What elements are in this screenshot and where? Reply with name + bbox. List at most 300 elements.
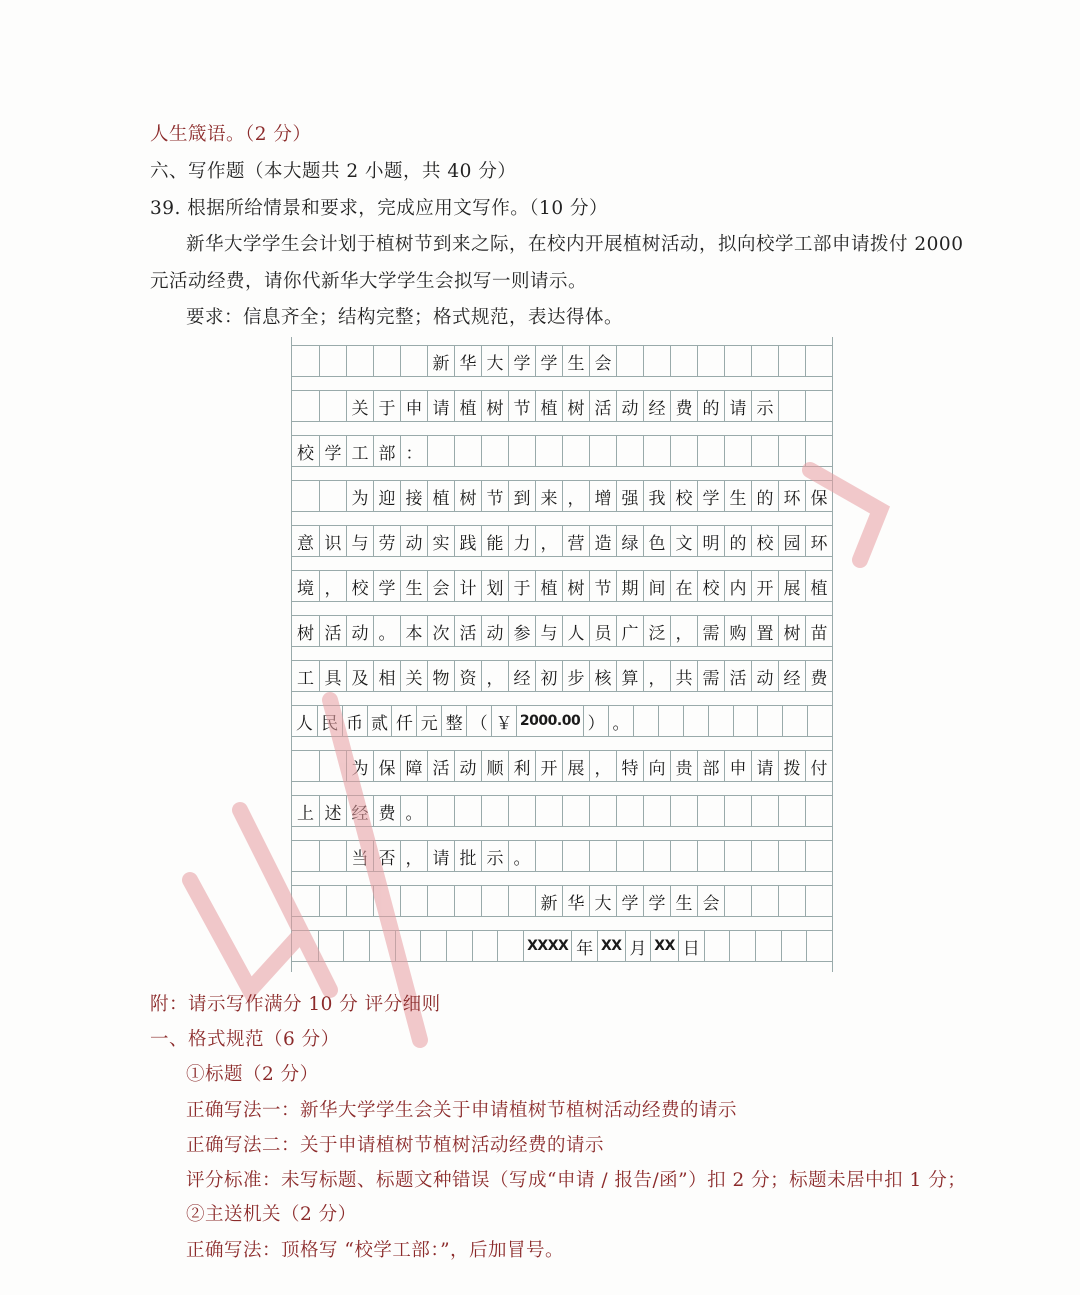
grid-cell: 工 [346,436,373,466]
grid-cell: 。 [608,706,633,736]
grid-cell: 否 [373,841,400,871]
grid-cell [670,436,697,466]
grid-cell: 利 [508,751,535,781]
grid-cell: 活 [427,751,454,781]
grid-cell: 相 [373,661,400,691]
grid-cell [319,391,346,421]
grid-cell: 批 [454,841,481,871]
grid-cell: 部 [373,436,400,466]
grid-cell: 保 [805,481,832,511]
grid-cell: 苗 [805,616,832,646]
grid-cell: 动 [616,391,643,421]
answer-grid [291,337,833,972]
grid-cell [481,796,508,826]
grid-cell [472,931,498,961]
grid-cell [497,931,523,961]
grid-cell [589,436,616,466]
grid-cell [807,706,832,736]
grid-cell [454,796,481,826]
grid-cell: 部 [697,751,724,781]
grid-cell: 仟 [391,706,416,736]
grid-cell: 元 [416,706,441,736]
grid-cell: ￥ [491,706,516,736]
grid-cell [292,346,319,376]
grid-cell: 力 [508,526,535,556]
grid-cell: 在 [670,571,697,601]
rubric-item-1: ①标题（2 分） [186,1064,319,1085]
grid-cell: 初 [535,661,562,691]
grid-cell: 币 [342,706,367,736]
grid-cell: 植 [535,391,562,421]
grid-cell: 学 [319,436,346,466]
grid-cell [616,436,643,466]
grid-cell: 新 [535,886,562,916]
grid-cell: 向 [643,751,670,781]
requirements: 要求：信息齐全；结构完整；格式规范，表达得体。 [186,307,624,328]
grid-cell: 拨 [778,751,805,781]
grid-cell: 年 [571,931,597,961]
grid-cell: 资 [454,661,481,691]
grid-cell: 日 [678,931,704,961]
grid-row [292,660,832,692]
grid-cell: 费 [670,391,697,421]
grid-cell: 树 [562,571,589,601]
grid-cell: 步 [562,661,589,691]
grid-cell [670,346,697,376]
grid-cell: 校 [697,571,724,601]
grid-cell [535,436,562,466]
grid-cell: 植 [427,481,454,511]
grid-cell: 示 [481,841,508,871]
grid-cell: 大 [481,346,508,376]
grid-cell: 请 [427,841,454,871]
grid-cell: 展 [778,571,805,601]
grid-cell: 员 [589,616,616,646]
grid-cell [616,796,643,826]
grid-cell: 树 [778,616,805,646]
grid-cell: 保 [373,751,400,781]
grid-cell [373,886,400,916]
grid-cell: 校 [751,526,778,556]
grid-cell: 费 [373,796,400,826]
grid-cell: XXXX [523,931,571,961]
grid-cell: 申 [724,751,751,781]
grid-cell: 植 [535,571,562,601]
grid-cell [778,391,805,421]
grid-cell: 到 [508,481,535,511]
grid-row [292,390,832,422]
grid-cell: ， [562,481,589,511]
grid-cell: 具 [319,661,346,691]
grid-cell: 造 [589,526,616,556]
grid-cell: 物 [427,661,454,691]
grid-cell: 实 [427,526,454,556]
grid-cell: 新 [427,346,454,376]
grid-row [292,795,832,827]
section-six-heading: 六、写作题（本大题共 2 小题，共 40 分） [150,161,517,182]
grid-row [292,435,832,467]
grid-cell: 工 [297,668,314,689]
grid-cell: 活 [724,661,751,691]
grid-cell: 学 [643,886,670,916]
grid-cell [292,886,319,916]
grid-cell: 明 [697,526,724,556]
grid-cell: 贵 [670,751,697,781]
grid-cell: 绿 [616,526,643,556]
grid-cell: 动 [481,616,508,646]
grid-cell [697,796,724,826]
grid-cell: 来 [535,481,562,511]
grid-cell [373,346,400,376]
grid-row [292,750,832,782]
grid-cell: 环 [805,526,832,556]
grid-cell [562,841,589,871]
grid-cell: ， [535,526,562,556]
grid-cell: 节 [481,481,508,511]
grid-cell [481,436,508,466]
grid-cell: 树 [562,391,589,421]
grid-cell: 间 [643,571,670,601]
grid-cell: 共 [670,661,697,691]
grid-cell [292,391,319,421]
grid-cell [643,841,670,871]
grid-cell: ， [319,571,346,601]
grid-cell: 动 [454,751,481,781]
grid-cell [427,436,454,466]
grid-cell: 。 [373,616,400,646]
grid-cell: 本 [400,616,427,646]
grid-cell [778,886,805,916]
grid-cell [292,841,319,871]
grid-cell: 障 [400,751,427,781]
grid-cell [535,841,562,871]
grid-cell: 大 [589,886,616,916]
grid-cell [729,931,755,961]
grid-cell: 经 [643,391,670,421]
grid-cell: 营 [562,526,589,556]
grid-row [292,345,832,377]
grid-cell: 树 [297,623,314,644]
grid-cell: 校 [670,481,697,511]
watermark-stroke-1 [190,880,300,990]
grid-cell: 学 [697,481,724,511]
grid-cell [400,886,427,916]
grid-cell [562,796,589,826]
grid-cell [562,436,589,466]
grid-cell [454,886,481,916]
grid-cell: ， [400,841,427,871]
grid-cell: 园 [778,526,805,556]
grid-cell: 生 [724,481,751,511]
grid-cell [781,931,807,961]
rubric-item-1-way-1: 正确写法一：新华大学学生会关于申请植树节植树活动经费的请示 [186,1100,738,1121]
grid-cell [670,796,697,826]
grid-cell [319,751,346,781]
grid-cell [806,931,832,961]
grid-cell: 费 [805,661,832,691]
grid-cell: 述 [319,796,346,826]
grid-cell: 生 [562,346,589,376]
grid-cell [805,346,832,376]
grid-cell [733,706,758,736]
grid-cell [751,886,778,916]
grid-cell: 会 [697,886,724,916]
grid-cell [319,346,346,376]
grid-cell: 为 [346,751,373,781]
grid-cell [292,751,319,781]
grid-cell [346,886,373,916]
grid-cell [643,346,670,376]
grid-cell: 活 [454,616,481,646]
grid-cell [481,886,508,916]
grid-cell [724,436,751,466]
grid-cell [805,436,832,466]
grid-cell [724,346,751,376]
grid-cell: 请 [724,391,751,421]
grid-cell: 华 [562,886,589,916]
grid-cell [724,841,751,871]
grid-cell: 置 [751,616,778,646]
grid-cell: 意 [297,533,314,554]
grid-cell: 强 [616,481,643,511]
grid-row [292,615,832,647]
grid-cell: 计 [454,571,481,601]
grid-cell: 及 [346,661,373,691]
grid-cell [427,796,454,826]
grid-cell: 示 [751,391,778,421]
grid-cell [643,796,670,826]
grid-cell: 学 [616,886,643,916]
grid-cell: 人 [562,616,589,646]
grid-cell: 于 [373,391,400,421]
grid-cell: 增 [589,481,616,511]
grid-cell: 特 [616,751,643,781]
grid-cell: XX [597,931,625,961]
grid-cell: 划 [481,571,508,601]
grid-cell [446,931,472,961]
grid-cell: 树 [481,391,508,421]
grid-cell [508,886,535,916]
grid-cell [319,481,346,511]
grid-cell: XX [650,931,678,961]
grid-cell [683,706,708,736]
grid-cell [697,346,724,376]
grid-cell: 践 [454,526,481,556]
grid-cell [658,706,683,736]
grid-cell: 贰 [367,706,392,736]
grid-cell: 动 [400,526,427,556]
grid-cell [319,841,346,871]
grid-cell: 能 [481,526,508,556]
grid-cell [708,706,733,736]
grid-cell [805,391,832,421]
grid-cell: 核 [589,661,616,691]
grid-cell [395,931,421,961]
grid-cell: 与 [346,526,373,556]
grid-cell: 顺 [481,751,508,781]
grid-cell: 与 [535,616,562,646]
grid-cell: 购 [724,616,751,646]
grid-cell [755,931,781,961]
grid-cell [751,841,778,871]
grid-cell: 经 [346,796,373,826]
grid-cell [778,346,805,376]
grid-row [292,525,832,557]
grid-cell: 动 [751,661,778,691]
grid-cell: 人 [295,713,313,734]
grid-cell: 经 [778,661,805,691]
grid-cell [616,841,643,871]
grid-cell: 文 [670,526,697,556]
grid-cell: 环 [778,481,805,511]
grid-cell [697,436,724,466]
grid-cell [778,436,805,466]
grid-row [292,705,832,737]
grid-cell [616,346,643,376]
rubric-title: 附：请示写作满分 10 分 评分细则 [150,994,441,1015]
grid-cell [724,796,751,826]
grid-cell: 校 [297,443,314,464]
grid-cell: 开 [751,571,778,601]
grid-cell [778,841,805,871]
grid-cell: 华 [454,346,481,376]
grid-cell [805,841,832,871]
scenario-line-2: 元活动经费，请你代新华大学学生会拟写一则请示。 [150,271,588,292]
grid-cell: 植 [805,571,832,601]
header-line-1: 人生箴语。（2 分） [150,124,312,145]
grid-cell: ， [670,616,697,646]
grid-row [292,840,832,872]
grid-cell: ， [481,661,508,691]
grid-cell: 接 [400,481,427,511]
grid-cell: 关 [346,391,373,421]
grid-cell: 会 [427,571,454,601]
grid-cell: 申 [400,391,427,421]
grid-cell [318,931,344,961]
grid-cell: 境 [297,578,314,599]
grid-cell: 次 [427,616,454,646]
grid-cell: 会 [589,346,616,376]
grid-cell [805,796,832,826]
grid-cell [508,796,535,826]
grid-cell [319,886,346,916]
grid-cell: 植 [454,391,481,421]
grid-cell: 生 [400,571,427,601]
grid-cell: 请 [427,391,454,421]
grid-cell: 期 [616,571,643,601]
grid-cell: 需 [697,661,724,691]
grid-cell: 我 [643,481,670,511]
grid-cell: 。 [400,796,427,826]
scenario-line-1: 新华大学学生会计划于植树节到来之际，在校内开展植树活动，拟向校学工部申请拨付 2000 [186,234,964,255]
grid-cell: 劳 [373,526,400,556]
grid-cell [751,796,778,826]
grid-row [292,885,832,917]
grid-cell: 的 [697,391,724,421]
grid-cell [697,841,724,871]
grid-cell: 为 [346,481,373,511]
grid-cell [292,931,318,961]
grid-cell: （ [466,706,491,736]
grid-cell [782,706,807,736]
grid-cell: 色 [643,526,670,556]
grid-cell [633,706,658,736]
grid-cell: 当 [346,841,373,871]
grid-cell [454,436,481,466]
grid-cell: 迎 [373,481,400,511]
grid-cell: 民 [317,706,342,736]
grid-cell [369,931,395,961]
grid-cell: 识 [319,526,346,556]
grid-cell: 参 [508,616,535,646]
grid-cell: 活 [319,616,346,646]
grid-cell [704,931,730,961]
grid-cell [420,931,446,961]
grid-cell [778,796,805,826]
grid-cell [805,886,832,916]
grid-cell: 关 [400,661,427,691]
grid-cell: 的 [724,526,751,556]
grid-cell [670,841,697,871]
grid-cell [508,436,535,466]
grid-cell: 请 [751,751,778,781]
grid-cell: 于 [508,571,535,601]
grid-cell: ， [643,661,670,691]
grid-cell: 经 [508,661,535,691]
grid-cell: 月 [625,931,651,961]
grid-row [292,930,832,962]
grid-cell [751,436,778,466]
grid-cell: 动 [346,616,373,646]
rubric-item-1-way-2: 正确写法二：关于申请植树节植树活动经费的请示 [186,1135,605,1156]
grid-cell [535,796,562,826]
rubric-item-2: ②主送机关（2 分） [186,1204,357,1225]
grid-cell: ） [583,706,608,736]
grid-cell: 泛 [643,616,670,646]
grid-cell: 活 [589,391,616,421]
grid-cell: 付 [805,751,832,781]
grid-cell [751,346,778,376]
grid-cell: 学 [508,346,535,376]
question-39: 39. 根据所给情景和要求，完成应用文写作。（10 分） [150,198,608,219]
grid-cell [292,481,319,511]
grid-cell [589,841,616,871]
rubric-item-1-standard: 评分标准：未写标题、标题文种错误（写成“申请 / 报告/函”）扣 2 分；标题未居中扣 1 分； [186,1170,967,1191]
grid-cell: 广 [616,616,643,646]
grid-cell [589,796,616,826]
grid-cell [757,706,782,736]
grid-cell: 开 [535,751,562,781]
grid-cell: 节 [589,571,616,601]
grid-cell: 学 [535,346,562,376]
grid-cell: 生 [670,886,697,916]
grid-cell [724,886,751,916]
rubric-section-1: 一、格式规范（6 分） [150,1029,340,1050]
grid-cell [343,931,369,961]
grid-cell: 学 [373,571,400,601]
grid-cell: 展 [562,751,589,781]
grid-cell [400,346,427,376]
grid-cell [643,436,670,466]
grid-cell [427,886,454,916]
grid-cell: ， [589,751,616,781]
grid-cell: 上 [297,803,314,824]
grid-cell [346,346,373,376]
grid-row [292,480,832,512]
rubric-item-2-way: 正确写法：顶格写 “校学工部：”，后加冒号。 [186,1240,565,1261]
grid-cell: 2000.00 [516,706,583,736]
grid-cell: 树 [454,481,481,511]
